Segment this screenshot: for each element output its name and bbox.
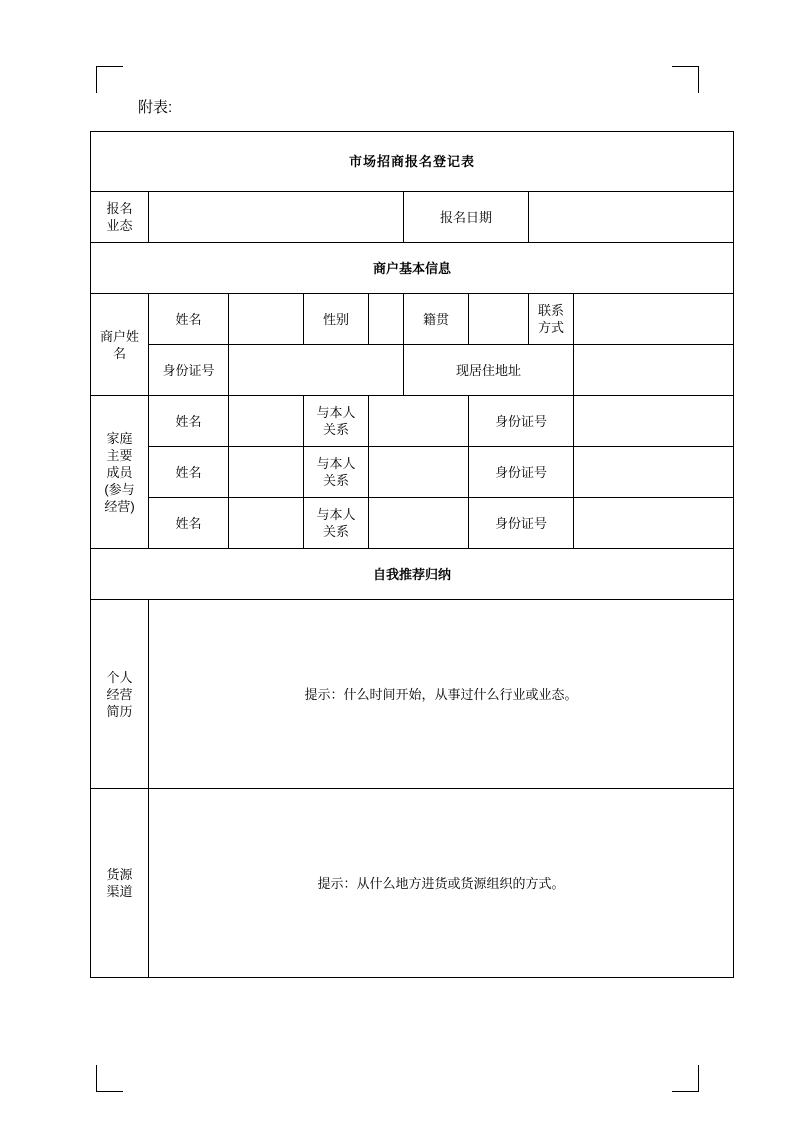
section-basic-info: 商户基本信息 — [91, 243, 734, 294]
relation-label-line2: 关系 — [322, 422, 349, 437]
crop-mark-bottom-left — [96, 1065, 123, 1092]
family2-id-value[interactable] — [574, 447, 734, 498]
gender-label: 性别 — [304, 294, 369, 345]
relation-label-line2: 关系 — [322, 524, 349, 539]
family-id-label: 身份证号 — [469, 447, 574, 498]
family-name-label: 姓名 — [149, 498, 229, 549]
apply-date-value[interactable] — [529, 192, 734, 243]
contact-label-line2: 方式 — [537, 320, 564, 335]
family2-name-value[interactable] — [229, 447, 304, 498]
family-label-line5: 经营) — [104, 498, 135, 514]
resume-label-line3: 简历 — [106, 703, 133, 719]
id-number-label: 身份证号 — [149, 345, 229, 396]
native-place-label: 籍贯 — [404, 294, 469, 345]
registration-form-table — [90, 131, 734, 978]
family-relation-label — [304, 447, 369, 498]
family1-name-value[interactable] — [229, 396, 304, 447]
family-members-label — [91, 396, 149, 549]
current-address-label: 现居住地址 — [404, 345, 574, 396]
biztype-label — [91, 192, 149, 243]
family-label-line4: (参与 — [104, 481, 135, 497]
supply-channel-label — [91, 789, 149, 978]
name-label: 姓名 — [149, 294, 229, 345]
current-address-value[interactable] — [574, 345, 734, 396]
resume-label-line2: 经营 — [106, 686, 133, 702]
name-value[interactable] — [229, 294, 304, 345]
family1-id-value[interactable] — [574, 396, 734, 447]
supply-label-line2: 渠道 — [106, 884, 133, 899]
family-label-line1: 家庭 — [106, 430, 133, 446]
supply-channel-field[interactable] — [149, 789, 734, 978]
form-title: 市场招商报名登记表 — [91, 132, 734, 192]
family-id-label: 身份证号 — [469, 396, 574, 447]
gender-value[interactable] — [369, 294, 404, 345]
merchant-name-label: 商户姓名 — [91, 294, 149, 396]
crop-mark-top-left — [96, 66, 123, 93]
native-place-value[interactable] — [469, 294, 529, 345]
section-self-introduction: 自我推荐归纳 — [91, 549, 734, 600]
attachment-label: 附表: — [138, 99, 173, 116]
family-label-line2: 主要 — [106, 447, 133, 463]
family3-id-value[interactable] — [574, 498, 734, 549]
family2-relation-value[interactable] — [369, 447, 469, 498]
relation-label-line1: 与本人 — [316, 456, 356, 471]
family-name-label: 姓名 — [149, 447, 229, 498]
family-relation-label — [304, 396, 369, 447]
personal-resume-hint: 提示：什么时间开始，从事过什么行业或业态。 — [304, 686, 578, 702]
relation-label-line1: 与本人 — [316, 507, 356, 522]
contact-label-line1: 联系 — [537, 303, 564, 318]
family-id-label: 身份证号 — [469, 498, 574, 549]
biztype-label-line1: 报名 — [106, 201, 133, 216]
resume-label-line1: 个人 — [106, 669, 133, 685]
crop-mark-top-right — [672, 66, 699, 93]
biztype-label-line2: 业态 — [106, 218, 133, 233]
contact-value[interactable] — [574, 294, 734, 345]
relation-label-line1: 与本人 — [316, 405, 356, 420]
family-relation-label — [304, 498, 369, 549]
supply-label-line1: 货源 — [106, 867, 133, 882]
supply-channel-hint: 提示：从什么地方进货或货源组织的方式。 — [317, 875, 565, 891]
personal-resume-label — [91, 600, 149, 789]
biztype-value[interactable] — [149, 192, 404, 243]
crop-mark-bottom-right — [672, 1065, 699, 1092]
family3-name-value[interactable] — [229, 498, 304, 549]
family3-relation-value[interactable] — [369, 498, 469, 549]
family1-relation-value[interactable] — [369, 396, 469, 447]
contact-label — [529, 294, 574, 345]
relation-label-line2: 关系 — [322, 473, 349, 488]
personal-resume-field[interactable] — [149, 600, 734, 789]
id-number-value[interactable] — [229, 345, 404, 396]
family-label-line3: 成员 — [106, 464, 133, 480]
family-name-label: 姓名 — [149, 396, 229, 447]
apply-date-label: 报名日期 — [404, 192, 529, 243]
